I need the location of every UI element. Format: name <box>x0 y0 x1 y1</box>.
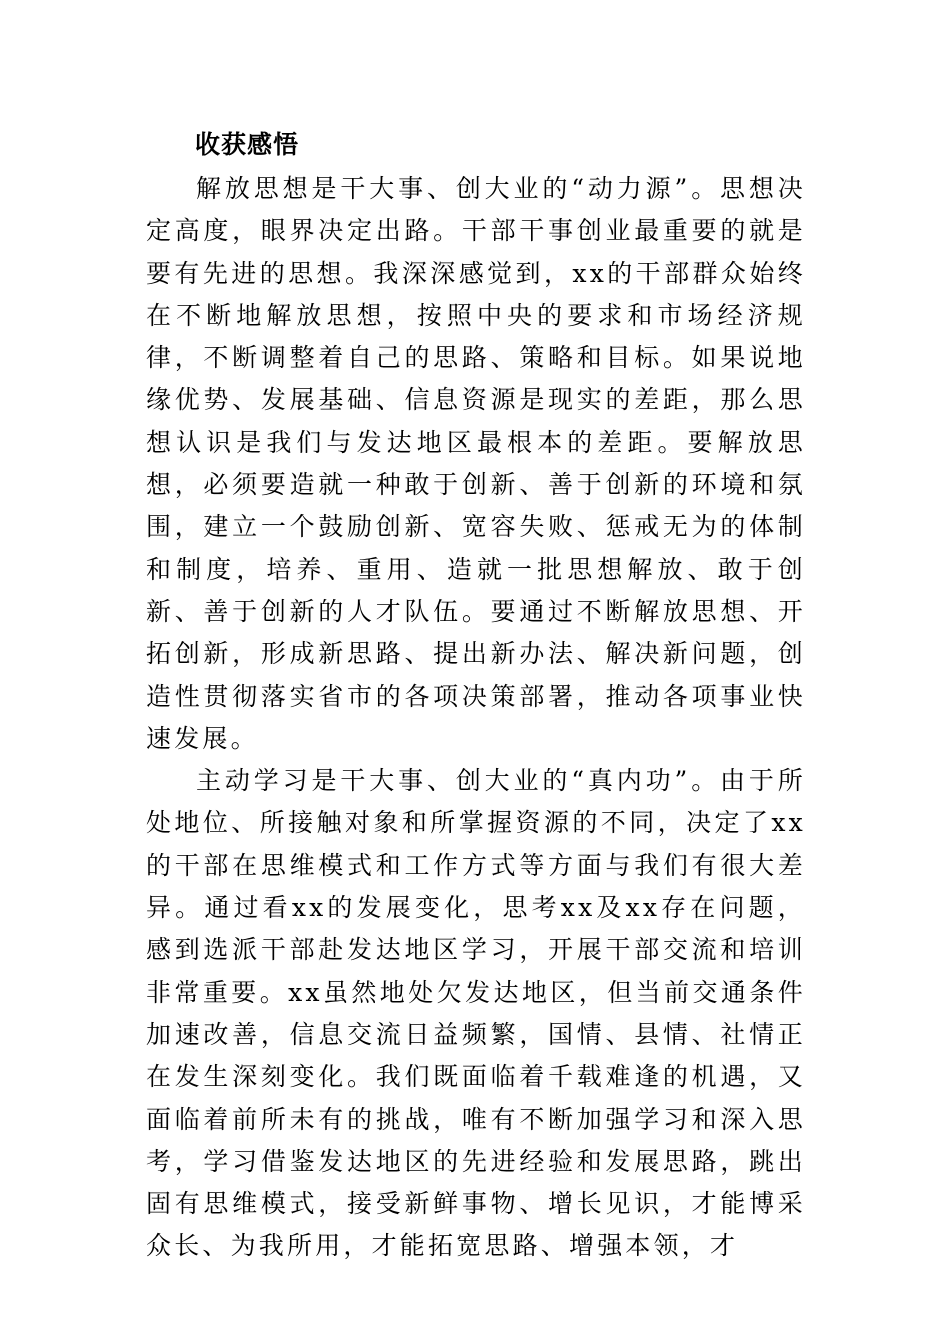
body-text <box>146 168 806 1268</box>
section-heading: 收获感悟 <box>195 130 300 159</box>
paragraph-liberate-thinking: 解放思想是干大事、创大业的“动力源”。思想决定高度，眼界决定出路。干部干事创业最重要的就是要有先进的思想。我深深感觉到，xx的干部群众始终在不断地解放思想，按照中央的要求和市场经济规律，不断调整着自己的思路、策略和目标。如果说地缘优势、发展基础、信息资源是现实的差距，那么思想认识是我们与发达地区最根本的差距。要解放思想，必须要造就一种敢于创新、善于创新的环境和氛围，建立一个鼓励创新、宽容失败、惩戒无为的体制和制度，培养、重用、造就一批思想解放、敢于创新、善于创新的人才队伍。要通过不断解放思想、开拓创新，形成新思路、提出新办法、解决新问题，创造性贯彻落实省市的各项决策部署，推动各项事业快速发展。 <box>146 174 806 753</box>
paragraph-active-learning: 主动学习是干大事、创大业的“真内功”。由于所处地位、所接触对象和所掌握资源的不同，决定了xx的干部在思维模式和工作方式等方面与我们有很大差异。通过看xx的发展变化，思考xx及xx存在问题，感到选派干部赴发达地区学习，开展干部交流和培训非常重要。xx虽然地处欠发达地区，但当前交通条件加速改善，信息交流日益频繁，国情、县情、社情正在发生深刻变化。我们既面临着千载难逢的机遇，又面临着前所未有的挑战，唯有不断加强学习和深入思考，学习借鉴发达地区的先进经验和发展思路，跳出固有思维模式，接受新鲜事物、增长见识，才能博采众长、为我所用，才能拓宽思路、增强本领，才 <box>146 766 806 1261</box>
